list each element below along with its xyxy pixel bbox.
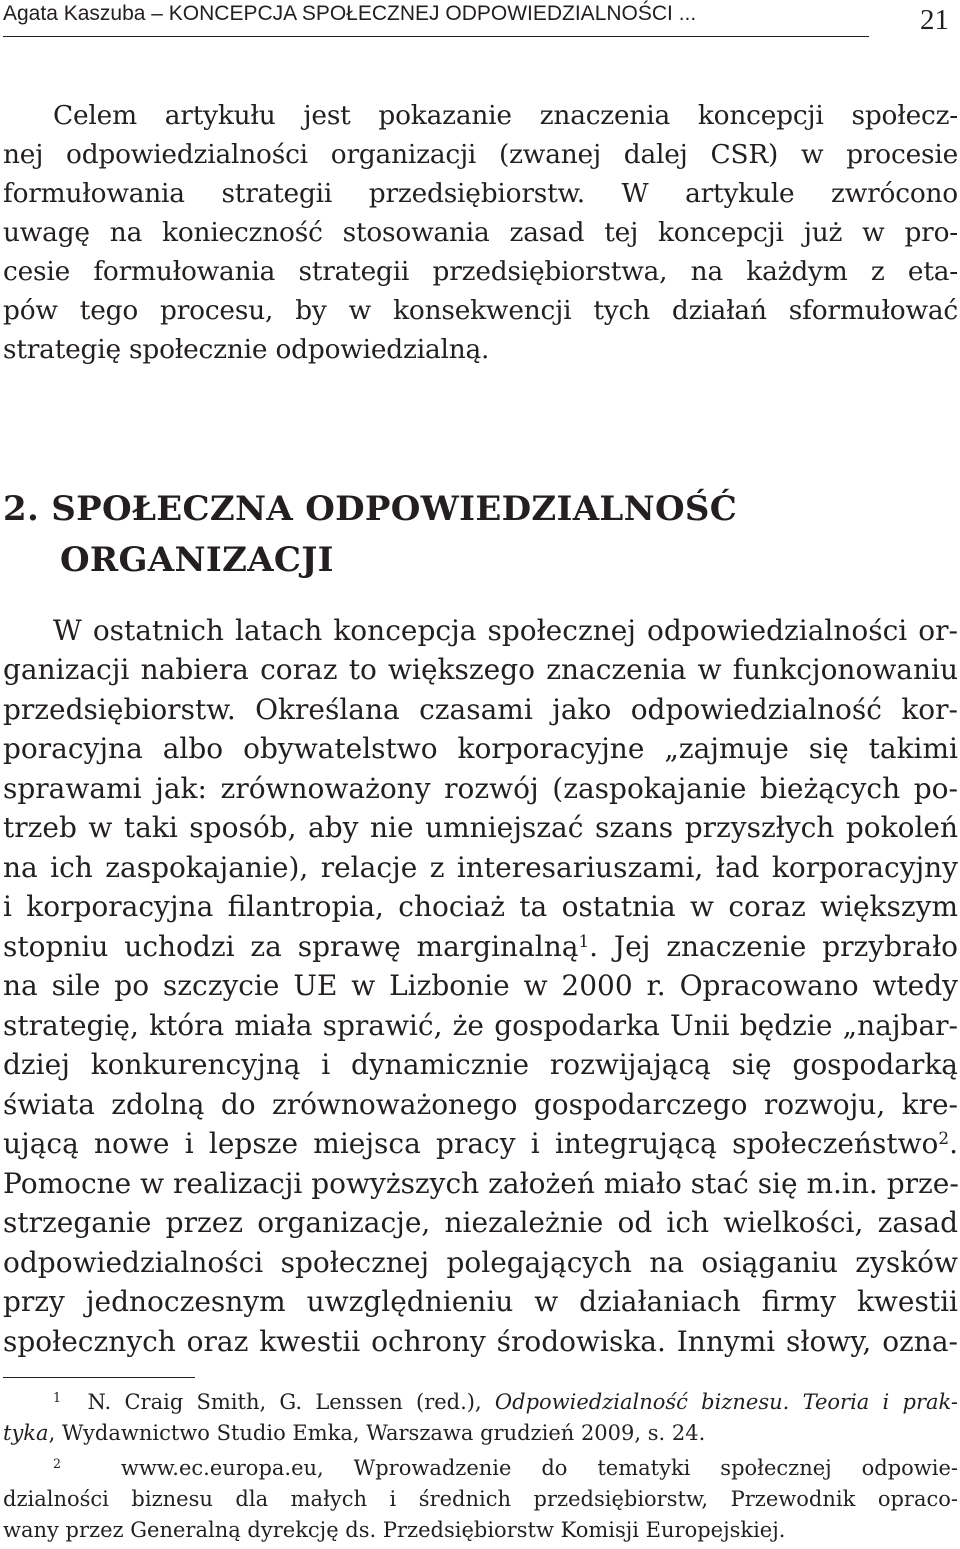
body-line: Pomocne w realizacji powyższych założeń miało stać się m.in. prze- — [3, 1167, 959, 1200]
footnote-line: dzialności biznesu dla małych i średnich przedsiębiorstw, Przewodnik opraco- — [3, 1487, 958, 1511]
body-line: na sile po szczycie UE w Lizbonie w 2000 r. Opracowano wtedy — [3, 969, 958, 1002]
footnote-number-2: 2 — [53, 1456, 62, 1472]
body-line: przy jednoczesnym uwzględnieniu w działaniach firmy kwestii — [3, 1285, 958, 1318]
body-line: W ostatnich latach koncepcja społecznej odpowiedzialności or- — [53, 614, 958, 647]
body-line: sprawami jak: zrównoważony rozwój (zaspokajanie bieżących po- — [3, 772, 958, 805]
body-line: stopniu uchodzi za sprawę marginalną$^1$. Jej znaczenie przybrało — [3, 930, 959, 963]
intro-line: formułowania strategii przedsiębiorstw. W artykule zwrócono — [3, 178, 958, 209]
body-line: i korporacyjna filantropia, chociaż ta ostatnia w coraz większym — [3, 890, 958, 923]
body-line: strzeganie przez organizacje, niezależnie od ich wielkości, zasad — [3, 1206, 958, 1239]
body-line: społecznych oraz kwestii ochrony środowiska. Innymi słowy, ozna- — [3, 1325, 958, 1358]
body-line: dziej konkurencyjną i dynamicznie rozwijającą się gospodarką — [3, 1048, 958, 1081]
footnote-number-1: 1 — [53, 1390, 62, 1406]
running-head-title: Agata Kaszuba – KONCEPCJA SPOŁECZNEJ ODPOWIEDZIALNOŚCI ... — [3, 2, 697, 25]
body-line: przedsiębiorstw. Określana czasami jako odpowiedzialność kor- — [3, 693, 958, 726]
body-line: poracyjna albo obywatelstwo korporacyjne „zajmuje się takimi — [3, 732, 958, 765]
section-heading-continued: ORGANIZACJI — [60, 540, 334, 580]
intro-line: strategię społecznie odpowiedzialną. — [3, 334, 490, 365]
footnote-ref-1: 1 — [578, 930, 590, 951]
body-line: trzeb w taki sposób, aby nie umniejszać szans przyszłych pokoleń — [3, 811, 958, 844]
running-header — [3, 0, 869, 37]
section-heading: 2. SPOŁECZNA ODPOWIEDZIALNOŚĆ — [3, 489, 738, 529]
body-line: ganizacji nabiera coraz to większego znaczenia w funkcjonowaniu — [3, 653, 958, 686]
footnote-line: wany przez Generalną dyrekcję ds. Przedsiębiorstw Komisji Europejskiej. — [3, 1518, 786, 1542]
intro-line: Celem artykułu jest pokazanie znaczenia koncepcji społecz- — [53, 100, 958, 131]
intro-line: cesie formułowania strategii przedsiębiorstwa, na każdym z eta- — [3, 256, 958, 287]
body-line: świata zdolną do zrównoważonego gospodarczego rozwoju, kre- — [3, 1088, 958, 1121]
body-line: ującą nowe i lepsze miejsca pracy i integrującą społeczeństwo$^2$. — [3, 1127, 958, 1160]
intro-line: nej odpowiedzialności organizacji (zwanej dalej CSR) w procesie — [3, 139, 958, 170]
footnote-line: tyka, Wydawnictwo Studio Emka, Warszawa grudzień 2009, s. 24. — [3, 1421, 706, 1445]
footnote-line: $^2$ www.ec.europa.eu, Wprowadzenie do tematyki społecznej odpowie- — [53, 1456, 958, 1480]
footnote-ref-2: 2 — [938, 1127, 950, 1148]
page-number: 21 — [920, 4, 949, 36]
footnote-line: $^1$ N. Craig Smith, G. Lenssen (red.), Odpowiedzialność biznesu. Teoria i prak- — [53, 1390, 958, 1414]
intro-line: uwagę na konieczność stosowania zasad tej koncepcji już w pro- — [3, 217, 958, 248]
intro-line: pów tego procesu, by w konsekwencji tych działań sformułować — [3, 295, 958, 326]
body-line: strategię, która miała sprawić, że gospodarka Unii będzie „najbar- — [3, 1009, 958, 1042]
body-line: odpowiedzialności społecznej polegających na osiąganiu zysków — [3, 1246, 958, 1279]
body-line: na ich zaspokajanie), relacje z interesariuszami, ład korporacyjny — [3, 851, 958, 884]
footnote-separator — [3, 1377, 195, 1378]
